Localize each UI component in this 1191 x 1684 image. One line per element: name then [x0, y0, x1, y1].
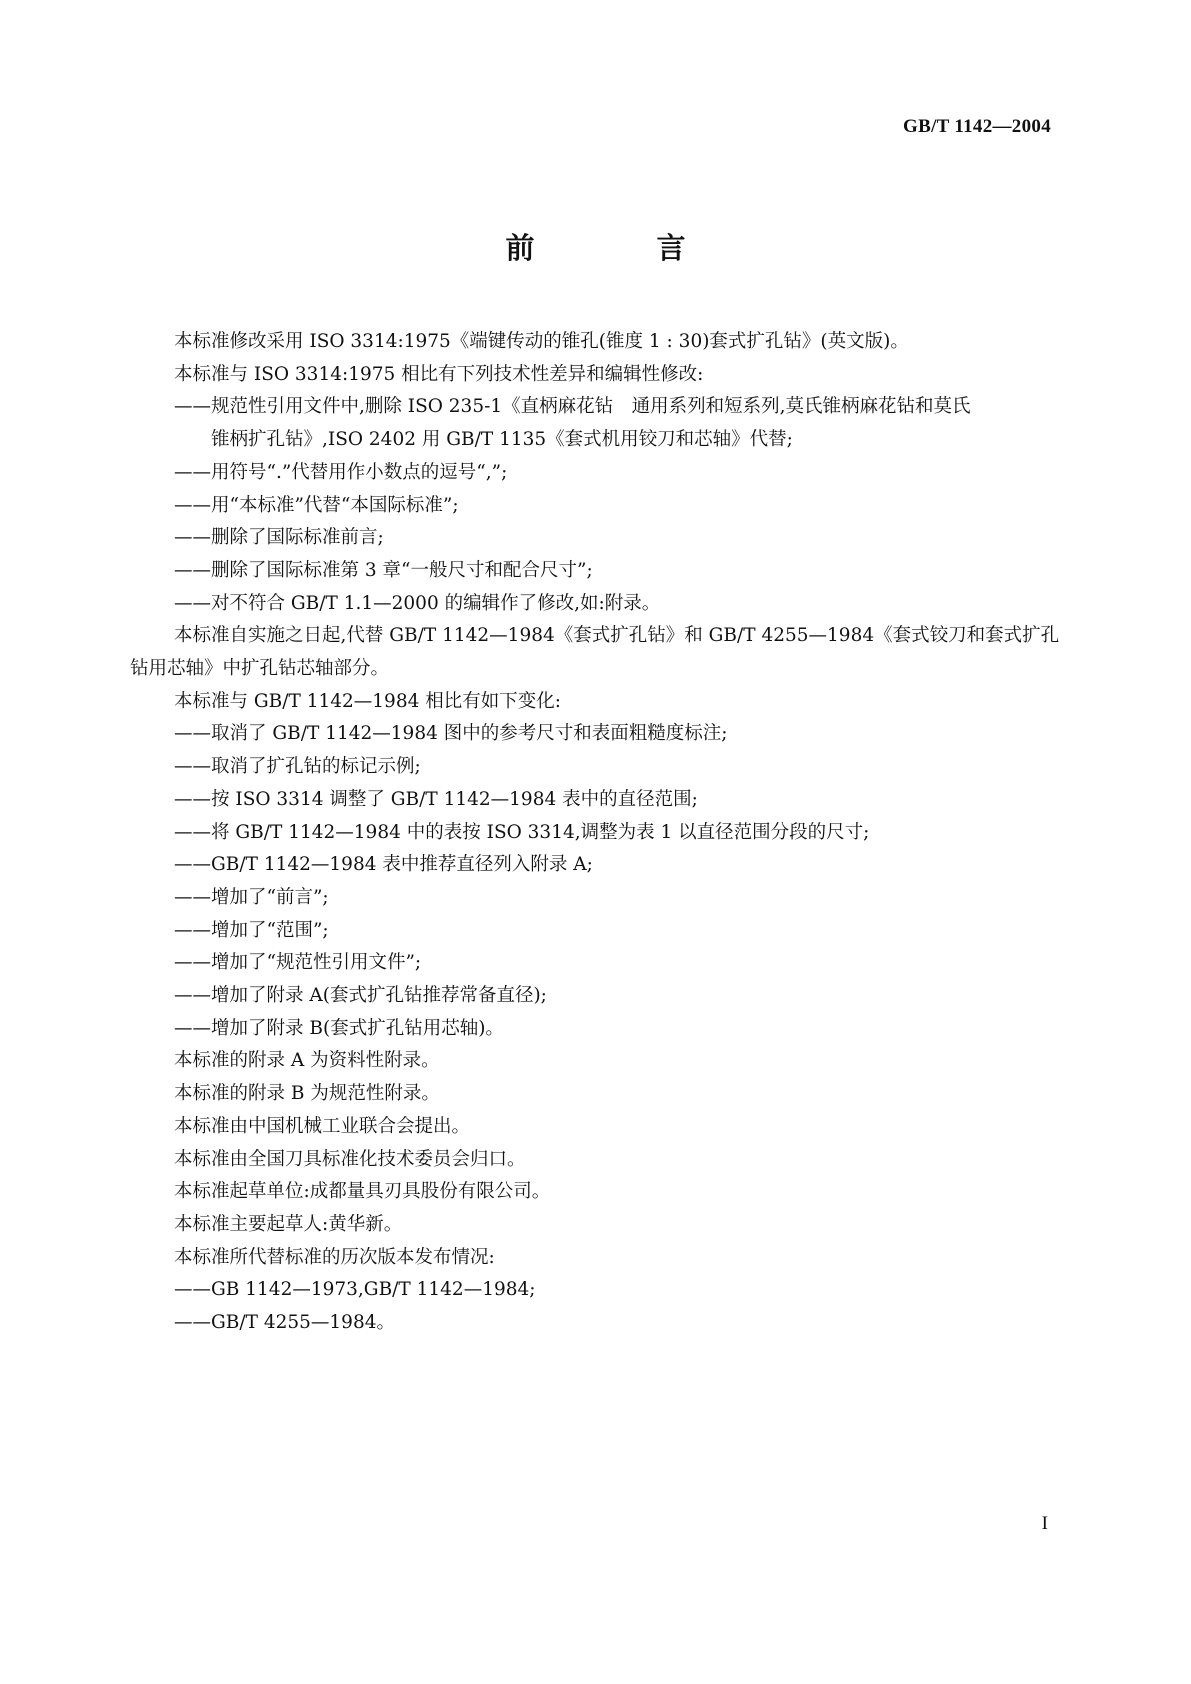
list-item: ——删除了国际标准第 3 章“一般尺寸和配合尺寸”; [174, 559, 593, 581]
paragraph-annex-b: 本标准的附录 B 为规范性附录。 [174, 1083, 440, 1105]
list-item: ——用符号“.”代替用作小数点的逗号“,”; [174, 461, 508, 483]
standard-number-header: GB/T 1142—2004 [903, 116, 1051, 137]
list-item: ——增加了附录 A(套式扩孔钻推荐常备直径); [174, 985, 547, 1007]
list-item: ——取消了扩孔钻的标记示例; [174, 756, 421, 778]
paragraph-committee: 本标准由全国刀具标准化技术委员会归口。 [174, 1148, 526, 1170]
list-item: ——取消了 GB/T 1142—1984 图中的参考尺寸和表面粗糙度标注; [174, 723, 728, 745]
paragraph-drafting-unit: 本标准起草单位:成都量具刃具股份有限公司。 [174, 1181, 551, 1203]
list-item: ——用“本标准”代替“本国际标准”; [174, 494, 459, 516]
paragraph-history-intro: 本标准所代替标准的历次版本发布情况: [174, 1246, 495, 1268]
paragraph-adoption: 本标准修改采用 ISO 3314:1975《端键传动的锥孔(锥度 1 : 30)套式扩孔钻》(英文版)。 [174, 331, 909, 352]
list-item: ——对不符合 GB/T 1.1—2000 的编辑作了修改,如:附录。 [174, 592, 661, 614]
paragraph-replacement: 本标准自实施之日起,代替 GB/T 1142—1984《套式扩孔钻》和 GB/T 4255—1984《套式铰刀和套式扩孔钻用芯轴》中扩孔钻芯轴部分。 [130, 625, 1060, 680]
page-number: I [1041, 1513, 1048, 1534]
list-item: ——GB/T 1142—1984 表中推荐直径列入附录 A; [174, 854, 593, 876]
page-title: 前 言 [505, 231, 742, 265]
foreword-body [130, 326, 1060, 1340]
list-item-continuation: 锥柄扩孔钻》,ISO 2402 用 GB/T 1135《套式机用铰刀和芯轴》代替; [211, 429, 793, 451]
paragraph-proposer: 本标准由中国机械工业联合会提出。 [174, 1115, 471, 1137]
list-item-normative-references [130, 391, 1060, 456]
list-item: ——增加了附录 B(套式扩孔钻用芯轴)。 [174, 1017, 504, 1039]
list-item: ——GB/T 4255—1984。 [174, 1312, 395, 1334]
list-item-line: ——规范性引用文件中,删除 ISO 235-1《直柄麻花钻 通用系列和短系列,莫氏锥柄麻花钻和莫氏 [174, 396, 971, 418]
list-item: ——增加了“范围”; [174, 919, 329, 941]
list-item: ——将 GB/T 1142—1984 中的表按 ISO 3314,调整为表 1 以直径范围分段的尺寸; [174, 821, 870, 843]
list-item: ——增加了“前言”; [174, 886, 329, 908]
list-item: ——增加了“规范性引用文件”; [174, 952, 422, 974]
list-item: ——按 ISO 3314 调整了 GB/T 1142—1984 表中的直径范围; [174, 788, 698, 810]
paragraph-annex-a: 本标准的附录 A 为资料性附录。 [174, 1050, 440, 1072]
list-item: ——删除了国际标准前言; [174, 527, 384, 549]
paragraph-changes-intro: 本标准与 GB/T 1142—1984 相比有如下变化: [174, 690, 561, 712]
paragraph-drafter: 本标准主要起草人:黄华新。 [174, 1213, 403, 1235]
paragraph-differences-intro: 本标准与 ISO 3314:1975 相比有下列技术性差异和编辑性修改: [174, 363, 704, 385]
list-item: ——GB 1142—1973,GB/T 1142—1984; [174, 1279, 536, 1301]
